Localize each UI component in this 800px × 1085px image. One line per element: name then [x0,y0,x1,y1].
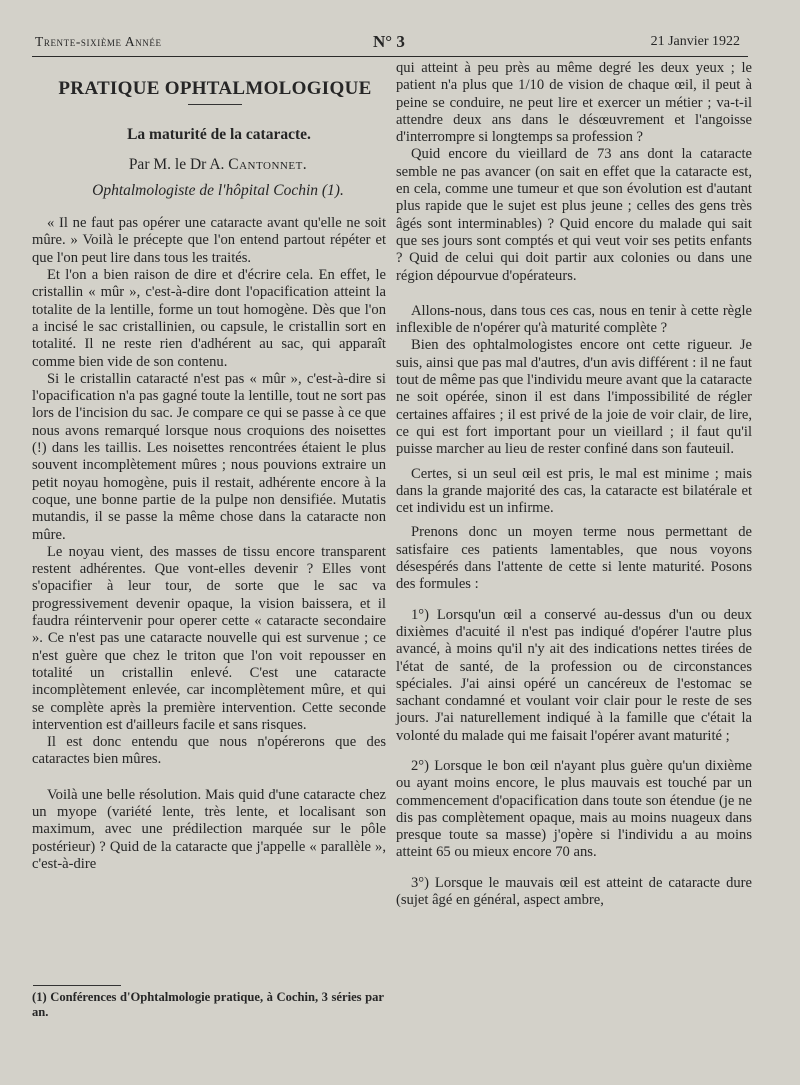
author-name: Cantonnet. [228,155,308,173]
left-column [32,60,386,873]
article-title: La maturité de la cataracte. [127,126,311,144]
paragraph-continued: qui atteint à peu près au même degré les deux yeux ; le patient n'a plus que 1/10 de vision de chaque œil, il peut à peine se conduire, ne peut lire et exercer un métier ; va-t-il attendre deux ans dans le désœuvrement et l'angoisse d'interrompre si longtemps sa profession ? [396,60,752,146]
header-rule [32,56,748,57]
byline [50,156,386,173]
paragraph: Si le cristallin cataracté n'est pas « mûr », c'est-à-dire si l'opacification n'a pas gagné toute la lentille, tout ne sort pas lors de l'incision du sac. Je compare ce qui se passe à ce que nous avons remarqué lorsque nous croquions des noisettes (!) dans les taillis. Les noisettes rencontrées étaient le plus souvent incomplètement mûres ; nous pouvions extraire un petit noyau homogène, puis il restait, adhérente encore à la coque, une bonne partie de la pulpe non densifiée. Mutatis mutandis, il se passe la même chose dans la cataracte non mûre. [32,370,386,543]
paragraph: « Il ne faut pas opérer une cataracte avant qu'elle ne soit mûre. » Voilà le précepte que l'on entend partout répéter et que l'on peut lire dans tous les traités. [32,215,386,266]
paragraph: Certes, si un seul œil est pris, le mal est minime ; mais dans la grande majorité des cas, la cataracte est bilatérale et cet individu est un infirme. [396,465,752,517]
numbered-item: 1°) Lorsqu'un œil a conservé au-dessus d'un ou deux dixièmes d'acuité il n'est pas indiqué d'opérer l'autre plus avancé, à moins qu'il n'y ait des indications nettes tirées de l'état de santé, de la profession ou de circonstances spéciales. J'ai ainsi opéré un cancéreux de l'estomac se sachant condamné et voulant voir clair pour le reste de ses jours. J'ai naturellement indiqué à la famille que c'était la volonté du malade qui me faisait l'opérer avant maturité ; [396,606,752,744]
footnote-rule [33,985,121,986]
paragraph: Et l'on a bien raison de dire et d'écrire cela. En effet, le cristallin « mûr », c'est-à-dire dont l'opacification atteint la totalite de la lentille, forme un tout homogène. Dès que l'on a incisé le sac cristallinien, ou capsule, le cristallin sort en totalité. Il ne reste rien d'adhérent au sac, qui apparaît comme bien vide de son contenu. [32,267,386,370]
paragraph: Voilà une belle résolution. Mais quid d'une cataracte chez un myope (variété lente, très lente, et localisant son maximum, avec une prédilection marquée sur le pôle postérieur) ? Quid de la cataracte que j'appelle « parallèle », c'est-à-dire [32,786,386,872]
paragraph: Il est donc entendu que nous n'opérerons que des cataractes bien mûres. [32,734,386,768]
paragraph: Allons-nous, dans tous ces cas, nous en tenir à cette règle inflexible de n'opérer qu'à maturité complète ? [396,302,752,337]
running-head [35,34,740,56]
paragraph: Bien des ophtalmologistes encore ont cette rigueur. Je suis, ainsi que pas mal d'autres, d'un avis différent : il ne faut tout de même pas que l'individu meure avant que la cataracte ne soit opérée, sinon il est dans l'impossibilité de régler certaines affaires ; il est privé de la joie de voir clair, de lire, ce qui est fort important pour un vieillard ; il faut qu'il puisse marcher au lieu de rester confiné dans son fauteuil. [396,337,752,458]
byline-prefix: Par M. le Dr A. [128,155,225,173]
paragraph: Prenons donc un moyen terme nous permettant de satisfaire ces patients lamentables, que nous voyons désespérés dans l'attente de cette si lente maturité. Posons des formules : [396,524,752,593]
title-divider [188,104,242,105]
footnote: (1) Conférences d'Ophtalmologie pratique, à Cochin, 3 séries par an. [32,990,384,1019]
numbered-item: 2°) Lorsque le bon œil n'ayant plus guère qu'un dixième ou ayant moins encore, le plus mauvais est touché par un commencement d'opacification dans toute son étendue (je ne dis pas complètement opaque, mais au moins nuageux dans presque toute sa masse) j'opère si l'individu a au moins atteint 65 ou mieux encore 70 ans. [396,757,752,861]
numbered-item: 3°) Lorsque le mauvais œil est atteint de cataracte dure (sujet âgé en général, aspect ambre, [396,874,752,909]
issue-number: N° 3 [373,32,405,51]
section-title: PRATIQUE OPHTALMOLOGIQUE [58,78,372,99]
right-column [396,60,752,909]
issue-date: 21 Janvier 1922 [650,34,740,49]
paragraph: Le noyau vient, des masses de tissu encore transparent restent adhérentes. Que vont-elles devenir ? Elles vont s'opacifier à leur tour, de sorte que le sac va progressivement devenir opaque, la vision baissera, et il faudra réintervenir pour operer cette « cataracte secondaire ». Ce n'est pas une cataracte nouvelle qui est survenue ; ce n'est guère que chez le triton que l'on voit repousser en totalité un cristallin enlevé. C'est une cataracte incomplètement enlevée, car incomplètement mûre, et qui se complète après la première intervention. Cette seconde intervention est d'ailleurs facile et sans risques. [32,543,386,733]
paragraph: Quid encore du vieillard de 73 ans dont la cataracte semble ne pas avancer (on sait en effet que la cataracte est, en cela, comme une tumeur et que son évolution est d'autant plus rapide que le sujet est plus jeune ; celles des gens très âgés sont interminables) ? Quid encore du malade qui sait que ses jours sont comptés et qui veut voir ses petits enfants ? Quid de celui qui doit partir aux colonies ou dans une région dépourvue d'opérateurs. [396,146,752,284]
author-affiliation: Ophtalmologiste de l'hôpital Cochin (1). [92,181,344,199]
volume-label: Trente-sixième Année [35,34,162,49]
